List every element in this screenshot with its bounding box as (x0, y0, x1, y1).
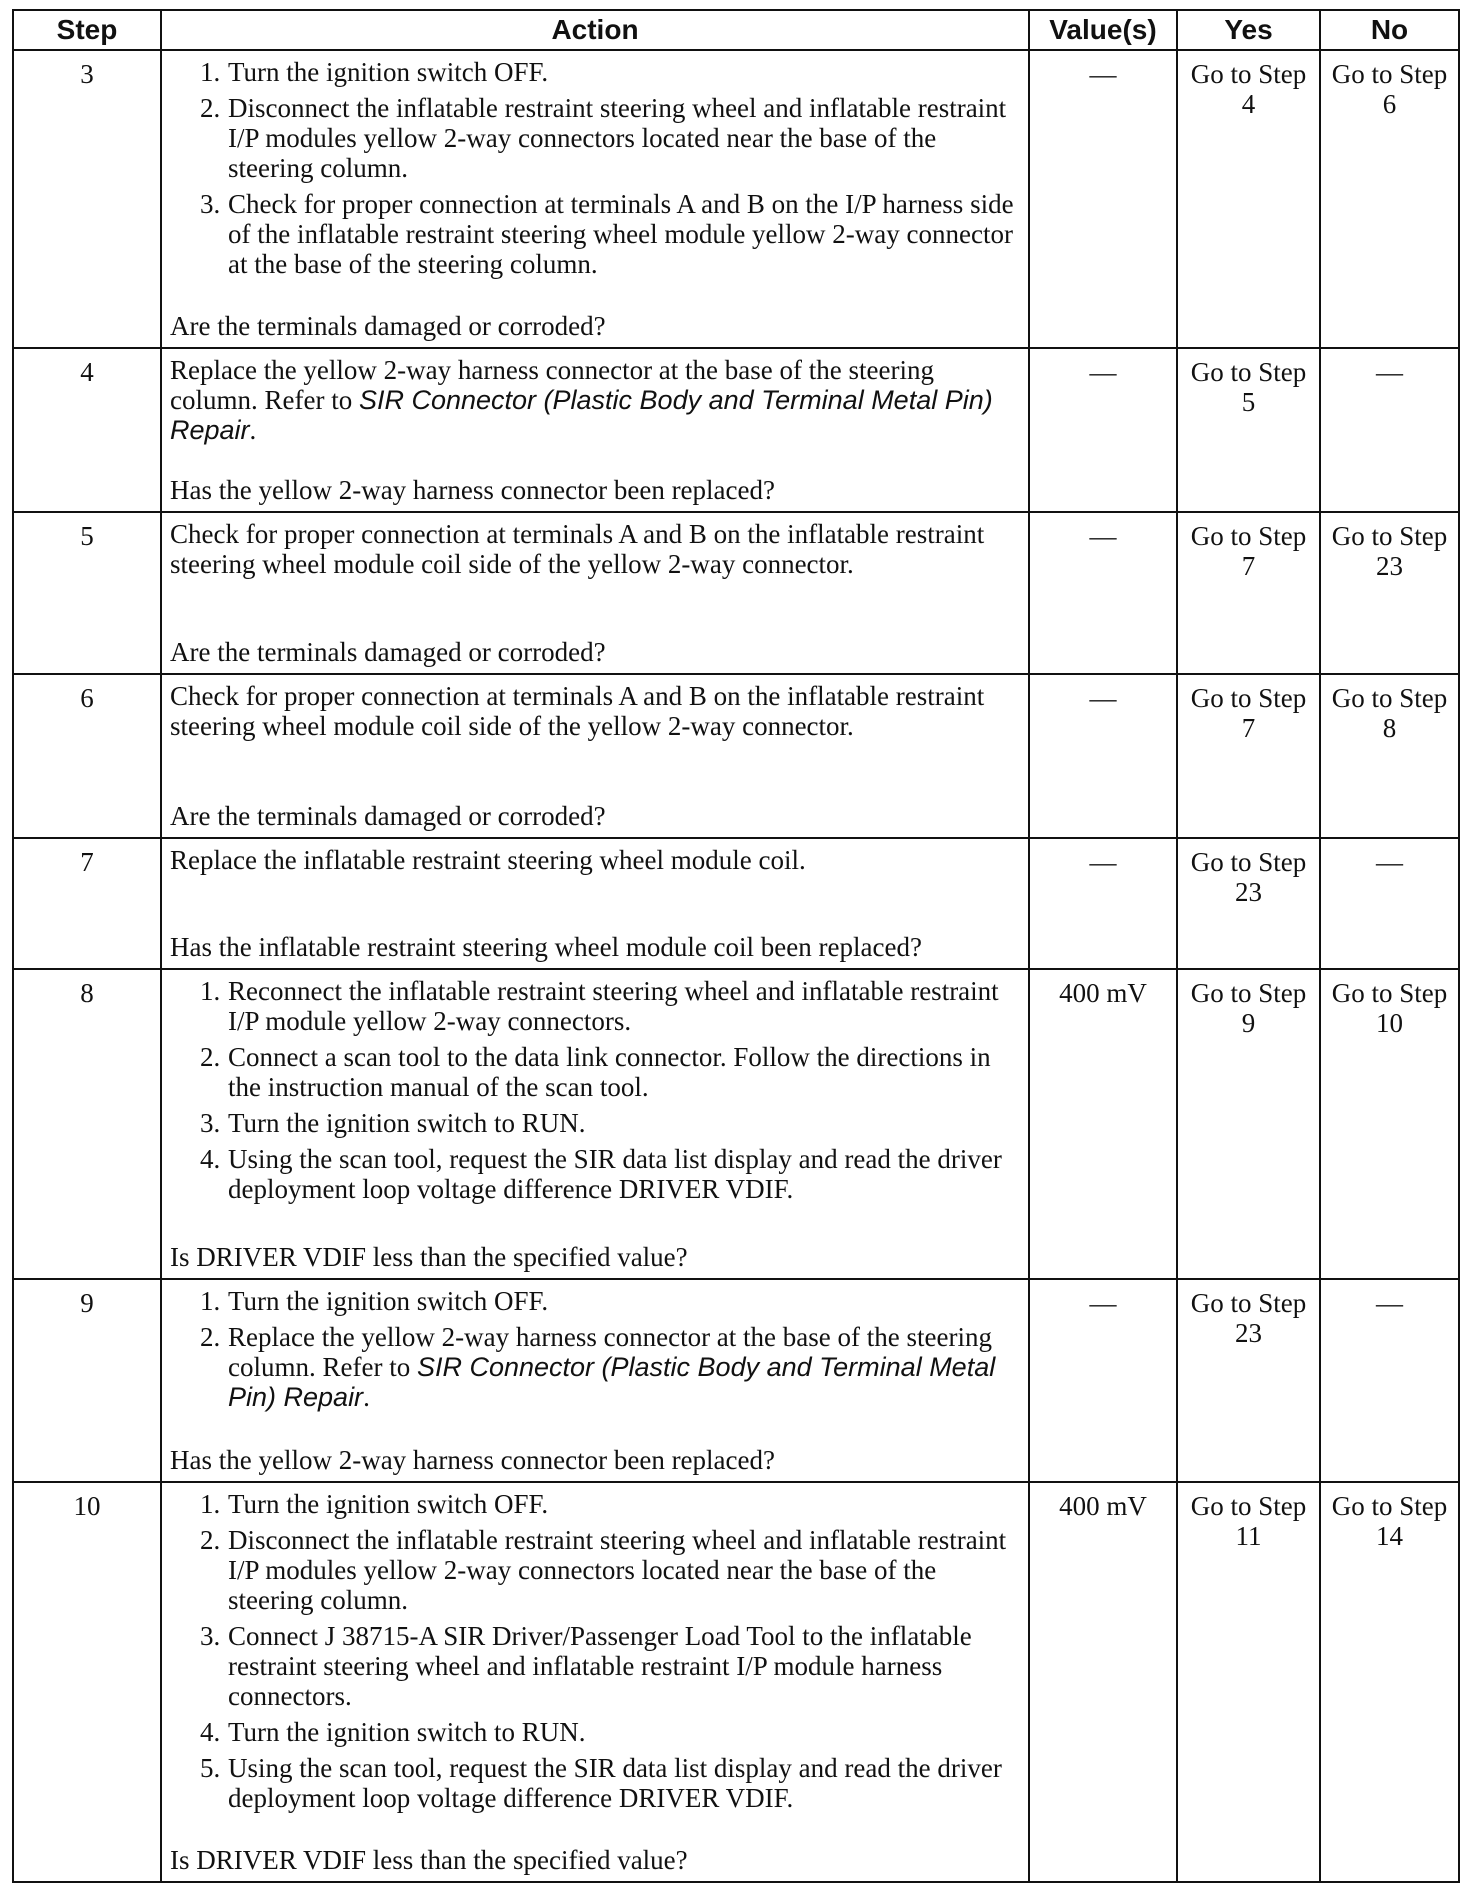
step-number: 8 (13, 969, 161, 1279)
header-step: Step (13, 10, 161, 50)
action-cell (161, 512, 1029, 674)
item-number: 1. (200, 976, 221, 1006)
item-text: Using the scan tool, request the SIR data list display and read the driver deployment loop voltage difference DRIVER VDIF. (228, 1144, 1002, 1204)
value-cell: 400 mV (1029, 969, 1177, 1279)
item-number: 1. (200, 57, 221, 87)
repair-reference: SIR Connector (Plastic Body and Terminal Metal Pin) Repair (170, 385, 993, 445)
yes-cell: Go to Step 11 (1177, 1482, 1320, 1882)
step-number: 6 (13, 674, 161, 838)
value-cell: 400 mV (1029, 1482, 1177, 1882)
action-cell (161, 348, 1029, 512)
instruction-list (170, 976, 1020, 1210)
item-text: Connect J 38715-A SIR Driver/Passenger Load Tool to the inflatable restraint steering wheel and inflatable restraint I/P module harness connectors. (228, 1621, 972, 1711)
list-item (200, 189, 1020, 279)
item-number: 2. (200, 1042, 221, 1072)
list-item (200, 1489, 1020, 1519)
question-text: Is DRIVER VDIF less than the specified value? (170, 1242, 688, 1272)
header-yes: Yes (1177, 10, 1320, 50)
yes-cell: Go to Step 7 (1177, 512, 1320, 674)
list-item (200, 1753, 1020, 1813)
item-text: Turn the ignition switch OFF. (228, 1489, 549, 1519)
repair-reference: SIR Connector (Plastic Body and Terminal Metal Pin) Repair (228, 1352, 996, 1412)
list-item (200, 1144, 1020, 1204)
item-text: Disconnect the inflatable restraint steering wheel and inflatable restraint I/P modules yellow 2-way connectors located near the base of the steering column. (228, 93, 1007, 183)
yes-cell: Go to Step 23 (1177, 1279, 1320, 1482)
diagnostic-table (12, 9, 1460, 1883)
yes-cell: Go to Step 23 (1177, 838, 1320, 969)
table-row (13, 674, 1459, 838)
table-row (13, 838, 1459, 969)
list-item (200, 1525, 1020, 1615)
step-number: 5 (13, 512, 161, 674)
item-text: Using the scan tool, request the SIR data list display and read the driver deployment loop voltage difference DRIVER VDIF. (228, 1753, 1002, 1813)
table-row (13, 1482, 1459, 1882)
action-cell (161, 969, 1029, 1279)
action-cell (161, 1279, 1029, 1482)
step-number: 4 (13, 348, 161, 512)
action-cell (161, 674, 1029, 838)
value-cell: — (1029, 50, 1177, 348)
table-row (13, 1279, 1459, 1482)
header-action: Action (161, 10, 1029, 50)
item-number: 3. (200, 1621, 221, 1651)
item-number: 5. (200, 1753, 221, 1783)
list-item (200, 1717, 1020, 1747)
no-cell: Go to Step 10 (1320, 969, 1459, 1279)
action-cell (161, 838, 1029, 969)
list-item (200, 57, 1020, 87)
no-cell: Go to Step 6 (1320, 50, 1459, 348)
item-text: Turn the ignition switch OFF. (228, 1286, 549, 1316)
item-lead: Replace the yellow 2-way harness connector at the base of the steering column. Refer to (228, 1322, 992, 1382)
item-text: Turn the ignition switch OFF. (228, 57, 549, 87)
no-cell: Go to Step 8 (1320, 674, 1459, 838)
step-number: 10 (13, 1482, 161, 1882)
item-number: 3. (200, 189, 221, 219)
item-number: 2. (200, 1525, 221, 1555)
header-values: Value(s) (1029, 10, 1177, 50)
item-tail: . (363, 1382, 370, 1412)
action-tail: . (249, 415, 257, 445)
item-text: Check for proper connection at terminals A and B on the I/P harness side of the inflatable restraint steering wheel module yellow 2-way connector at the base of the steering column. (228, 189, 1014, 279)
action-lead: Replace the yellow 2-way harness connector at the base of the steering column. Refer to (170, 355, 934, 415)
step-number: 3 (13, 50, 161, 348)
question-text: Has the yellow 2-way harness connector been replaced? (170, 1445, 775, 1475)
value-cell: — (1029, 1279, 1177, 1482)
yes-cell: Go to Step 9 (1177, 969, 1320, 1279)
no-cell: Go to Step 23 (1320, 512, 1459, 674)
item-text (228, 1322, 1020, 1412)
value-cell: — (1029, 838, 1177, 969)
item-number: 4. (200, 1144, 221, 1174)
header-no: No (1320, 10, 1459, 50)
action-text: Check for proper connection at terminals A and B on the inflatable restraint steering wheel module coil side of the yellow 2-way connector. (170, 519, 985, 579)
list-item (200, 976, 1020, 1036)
item-text: Disconnect the inflatable restraint steering wheel and inflatable restraint I/P modules yellow 2-way connectors located near the base of the steering column. (228, 1525, 1007, 1615)
action-cell (161, 1482, 1029, 1882)
list-item (200, 1322, 1020, 1412)
item-text: Connect a scan tool to the data link connector. Follow the directions in the instruction manual of the scan tool. (228, 1042, 991, 1102)
yes-cell: Go to Step 4 (1177, 50, 1320, 348)
item-number: 1. (200, 1286, 221, 1316)
item-number: 3. (200, 1108, 221, 1138)
action-cell (161, 50, 1029, 348)
item-text: Reconnect the inflatable restraint steering wheel and inflatable restraint I/P module yellow 2-way connectors. (228, 976, 999, 1036)
no-cell: — (1320, 1279, 1459, 1482)
item-number: 4. (200, 1717, 221, 1747)
table-row (13, 348, 1459, 512)
list-item (200, 1621, 1020, 1711)
step-number: 7 (13, 838, 161, 969)
item-text: Turn the ignition switch to RUN. (228, 1717, 586, 1747)
question-text: Are the terminals damaged or corroded? (170, 311, 606, 341)
table-row (13, 969, 1459, 1279)
list-item (200, 93, 1020, 183)
item-text: Turn the ignition switch to RUN. (228, 1108, 586, 1138)
table-row (13, 50, 1459, 348)
question-text: Has the inflatable restraint steering wheel module coil been replaced? (170, 932, 922, 962)
value-cell: — (1029, 348, 1177, 512)
yes-cell: Go to Step 5 (1177, 348, 1320, 512)
action-text (170, 355, 1020, 445)
no-cell: — (1320, 348, 1459, 512)
no-cell: — (1320, 838, 1459, 969)
header-row (13, 10, 1459, 50)
question-text: Has the yellow 2-way harness connector been replaced? (170, 475, 775, 505)
action-text: Replace the inflatable restraint steering wheel module coil. (170, 845, 806, 875)
table-row (13, 512, 1459, 674)
question-text: Are the terminals damaged or corroded? (170, 637, 606, 667)
no-cell: Go to Step 14 (1320, 1482, 1459, 1882)
yes-cell: Go to Step 7 (1177, 674, 1320, 838)
list-item (200, 1042, 1020, 1102)
question-text: Is DRIVER VDIF less than the specified value? (170, 1845, 688, 1875)
item-number: 1. (200, 1489, 221, 1519)
list-item (200, 1286, 1020, 1316)
item-number: 2. (200, 93, 221, 123)
question-text: Are the terminals damaged or corroded? (170, 801, 606, 831)
instruction-list (170, 57, 1020, 285)
item-number: 2. (200, 1322, 221, 1352)
value-cell: — (1029, 512, 1177, 674)
value-cell: — (1029, 674, 1177, 838)
step-number: 9 (13, 1279, 161, 1482)
list-item (200, 1108, 1020, 1138)
instruction-list (170, 1489, 1020, 1819)
instruction-list (170, 1286, 1020, 1418)
action-text: Check for proper connection at terminals A and B on the inflatable restraint steering wheel module coil side of the yellow 2-way connector. (170, 681, 985, 741)
